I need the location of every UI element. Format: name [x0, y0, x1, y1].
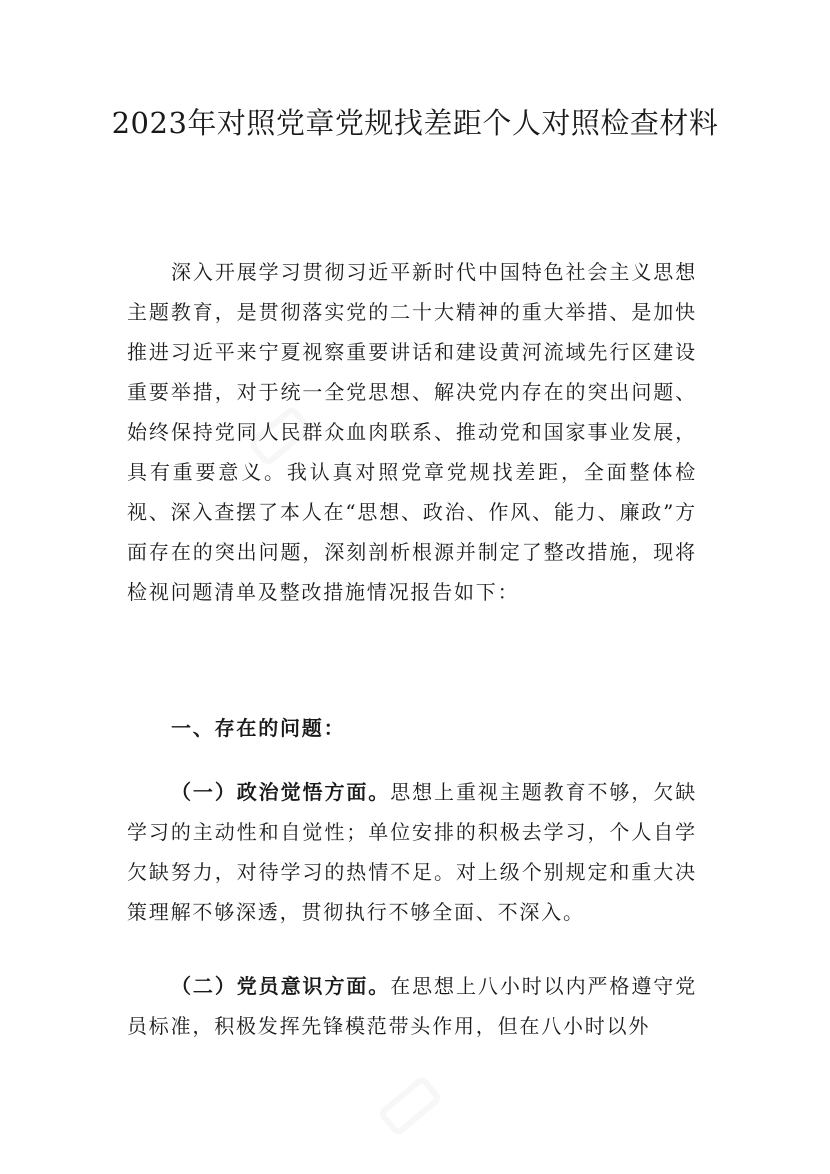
intro-paragraph: 深入开展学习贯彻习近平新时代中国特色社会主义思想主题教育，是贯彻落实党的二十大精神的重大举措、是加快推进习近平来宁夏视察重要讲话和建设黄河流域先行区建设重要举措，对于统一全党思想、解决党内存在的突出问题、始终保持党同人民群众血肉联系、推动党和国家事业发展，具有重要意义。我认真对照党章党规找差距，全面整体检视、深入查摆了本人在“思想、政治、作风、能力、廉政”方面存在的突出问题，深刻剖析根源并制定了整改措施，现将检视问题清单及整改措施情况报告如下： [127, 260, 697, 604]
item-body: 思想上重视主题教育不够，欠缺学习的主动性和自觉性；单位安排的积极去学习，个人自学欠缺努力，对待学习的热情不足。对上级个别规定和重大决策理解不够深透，贯彻执行不够全面、不深入。 [127, 780, 697, 924]
watermark [377, 1074, 444, 1137]
item-lead: （二）党员意识方面。 [171, 974, 391, 998]
item-lead: （一）政治觉悟方面。 [171, 780, 391, 804]
item-party-awareness [127, 966, 697, 1046]
document-title: 2023年对照党章党规找差距个人对照检查材料 [111, 106, 719, 140]
section-heading: 一、存在的问题： [171, 716, 346, 740]
item-body: 在思想上八小时以内严格遵守党员标准，积极发挥先锋模范带头作用，但在八小时以外 [127, 974, 697, 1038]
item-political-awareness [127, 772, 697, 932]
